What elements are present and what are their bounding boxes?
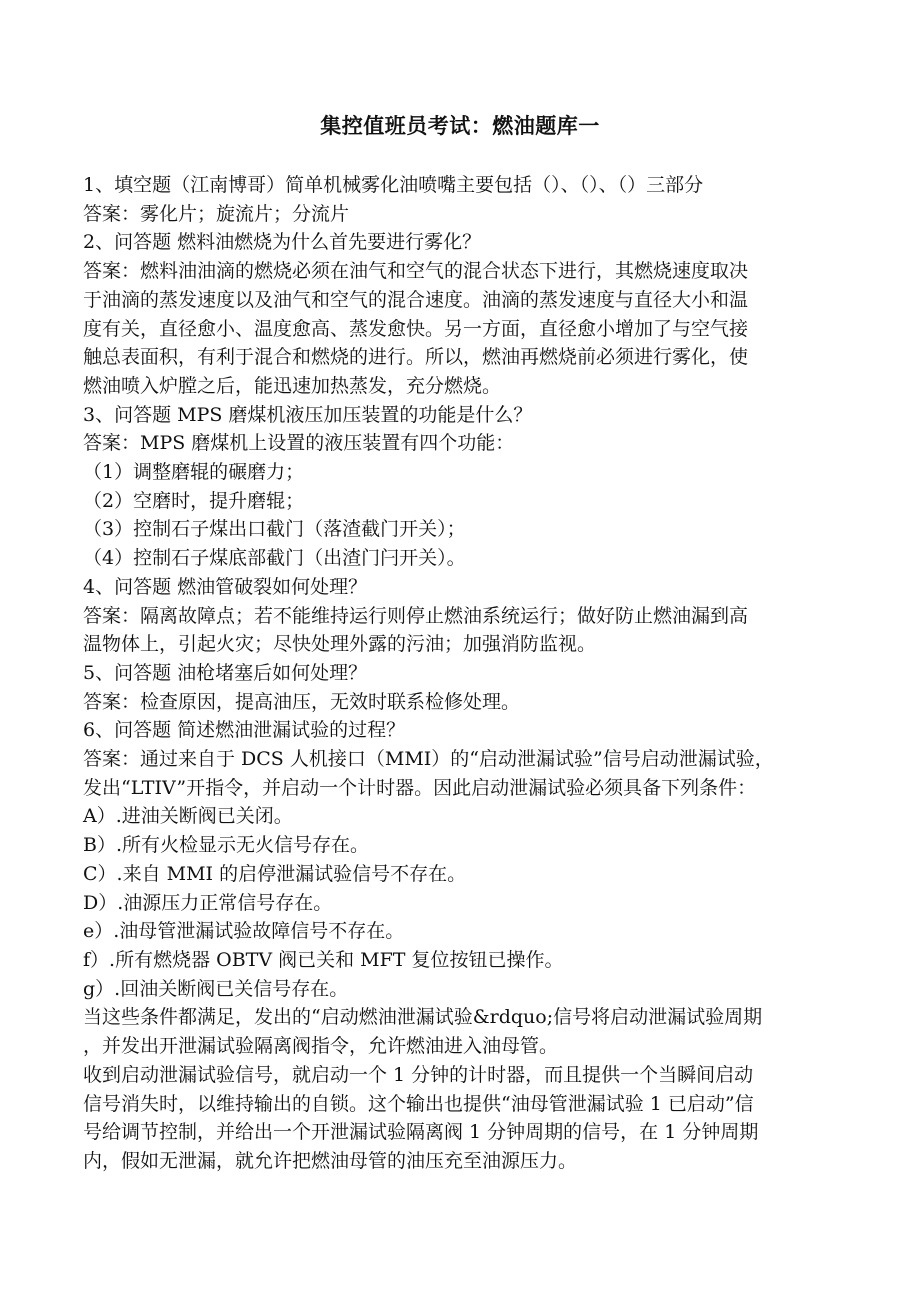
answer-6-condition: B）.所有火检显示无火信号存在。 bbox=[83, 834, 370, 857]
question-6: 6、问答题 简述燃油泄漏试验的过程？ bbox=[83, 719, 406, 742]
answer-5: 答案：检查原因，提高油压，无效时联系检修处理。 bbox=[83, 690, 521, 713]
answer-1: 答案：雾化片；旋流片；分流片 bbox=[83, 202, 350, 225]
answer-6-condition: f）.所有燃烧器 OBTV 阀已关和 MFT 复位按钮已操作。 bbox=[83, 948, 564, 971]
answer-3-item: （2）空磨时，提升磨辊； bbox=[83, 489, 305, 512]
answer-6-line: 收到启动泄漏试验信号，就启动一个 1 分钟的计时器，而且提供一个当瞬间启动 bbox=[83, 1063, 754, 1086]
question-3: 3、问答题 MPS 磨煤机液压加压装置的功能是什么？ bbox=[83, 403, 533, 426]
answer-6-condition: e）.油母管泄漏试验故障信号不存在。 bbox=[83, 920, 405, 943]
answer-6-line: 答案：通过来自于 DCS 人机接口（MMI）的“启动泄漏试验”信号启动泄漏试验， bbox=[83, 748, 774, 771]
answer-6-line: 信号消失时，以维持输出的自锁。这个输出也提供“油母管泄漏试验 1 已启动”信 bbox=[83, 1092, 754, 1115]
answer-6-line: ，并发出开泄漏试验隔离阀指令，允许燃油进入油母管。 bbox=[83, 1035, 559, 1058]
document-title: 集控值班员考试：燃油题库一 bbox=[320, 114, 600, 138]
answer-3-item: （1）调整磨辊的碾磨力； bbox=[83, 461, 305, 484]
answer-2-line: 答案：燃料油油滴的燃烧必须在油气和空气的混合状态下进行，其燃烧速度取决 bbox=[83, 260, 749, 283]
answer-3-item: （3）控制石子煤出口截门（落渣截门开关）； bbox=[83, 518, 466, 541]
answer-2-line: 燃油喷入炉膛之后，能迅速加热蒸发，充分燃烧。 bbox=[83, 374, 502, 397]
answer-6-line: 内，假如无泄漏，就允许把燃油母管的油压充至油源压力。 bbox=[83, 1149, 578, 1172]
answer-2-line: 于油滴的蒸发速度以及油气和空气的混合速度。油滴的蒸发速度与直径大小和温 bbox=[83, 288, 749, 311]
answer-6-line: 当这些条件都满足，发出的“启动燃油泄漏试验&rdquo;信号将启动泄漏试验周期 bbox=[83, 1006, 763, 1029]
answer-6-condition: g）.回油关断阀已关信号存在。 bbox=[83, 977, 349, 1000]
question-5: 5、问答题 油枪堵塞后如何处理？ bbox=[83, 661, 368, 684]
answer-6-condition: A）.进油关断阀已关闭。 bbox=[83, 805, 293, 828]
answer-4-line: 答案：隔离故障点；若不能维持运行则停止燃油系统运行；做好防止燃油漏到高 bbox=[83, 604, 749, 627]
answer-3-item: （4）控制石子煤底部截门（出渣门闩开关）。 bbox=[83, 547, 466, 570]
question-1: 1、填空题（江南博哥）简单机械雾化油喷嘴主要包括（）、（）、（）三部分 bbox=[83, 174, 704, 196]
document-body bbox=[83, 171, 843, 1176]
answer-2-line: 度有关，直径愈小、温度愈高、蒸发愈快。另一方面，直径愈小增加了与空气接 bbox=[83, 317, 749, 340]
answer-6-line: 发出“LTIV”开指令，并启动一个计时器。因此启动泄漏试验必须具备下列条件： bbox=[83, 776, 757, 799]
answer-2-line: 触总表面积，有利于混合和燃烧的进行。所以，燃油再燃烧前必须进行雾化，使 bbox=[83, 346, 749, 369]
answer-3-line: 答案：MPS 磨煤机上设置的液压装置有四个功能： bbox=[83, 432, 515, 455]
answer-6-condition: C）.来自 MMI 的启停泄漏试验信号不存在。 bbox=[83, 862, 467, 885]
question-4: 4、问答题 燃油管破裂如何处理？ bbox=[83, 575, 368, 598]
answer-6-line: 号给调节控制，并给出一个开泄漏试验隔离阀 1 分钟周期的信号，在 1 分钟周期 bbox=[83, 1121, 759, 1144]
question-2: 2、问答题 燃料油燃烧为什么首先要进行雾化？ bbox=[83, 231, 482, 254]
answer-6-condition: D）.油源压力正常信号存在。 bbox=[83, 891, 333, 914]
answer-4-line: 温物体上，引起火灾；尽快处理外露的污油；加强消防监视。 bbox=[83, 633, 597, 656]
